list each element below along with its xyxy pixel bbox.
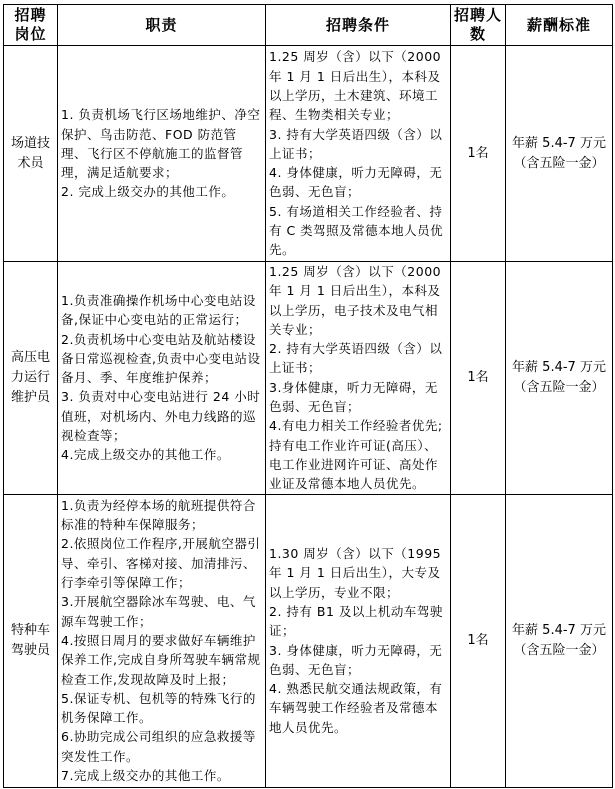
header-duties: 职责 (58, 5, 266, 46)
position-cell: 特种车驾驶员 (4, 494, 58, 787)
table-row (4, 494, 613, 787)
count-cell: 1名 (451, 46, 506, 262)
duties-cell: 1.负责为经停本场的航班提供符合标准的特种车保障服务； 2.依照岗位工作程序,开展航空器引导、牵引、客梯对接、加清排污、行李牵引等保障工作； 3.开展航空器除冰车驾驶、电、气源车驾驶工作； 4.按照日周月的要求做好车辆维护保养工作,完成自身所驾驶车辆常规检查工作,发现故障及时上报； 5.保证专机、包机等的特殊飞行的机务保障工作。 6.协助完成公司组织的应急救援等突发性工作。 7.完成上级交办的其他工作。 (58, 494, 266, 787)
position-cell: 场道技术员 (4, 46, 58, 262)
salary-cell: 年薪 5.4-7 万元（含五险一金） (506, 494, 613, 787)
header-requirements: 招聘条件 (266, 5, 451, 46)
count-cell: 1名 (451, 494, 506, 787)
header-position: 招聘岗位 (4, 5, 58, 46)
requirements-cell: 1.25 周岁（含）以下（2000年 1 月 1 日后出生），本科及以上学历，土木建筑、环境工程、生物类相关专业； 3. 持有大学英语四级（含）以上证书； 4. 身体健康，听力无障碍，无色弱、无色盲； 5. 有场道相关工作经验者、持有 C 类驾照及常德本地人员优先。 (266, 46, 451, 262)
recruitment-table (3, 4, 613, 788)
requirements-cell: 1.25 周岁（含）以下（2000年 1 月 1 日后出生），本科及以上学历，电子技术及电气相关专业； 2. 持有大学英语四级（含）以上证书； 3.身体健康，听力无障碍，无色弱、无色盲； 4.有电力相关工作经验者优先;持有电工作业许可证(高压）、电工作业进网许可证、高处作业证及常德本地人员优先。 (266, 262, 451, 495)
header-count: 招聘人数 (451, 5, 506, 46)
duties-cell: 1. 负责机场飞行区场地维护、净空保护、鸟击防范、FOD 防范管理、飞行区不停航施工的监督管理，满足适航要求； 2. 完成上级交办的其他工作。 (58, 46, 266, 262)
count-cell: 1名 (451, 262, 506, 495)
requirements-cell: 1.30 周岁（含）以下（1995年 1 月 1 日后出生），大专及以上学历，专业不限； 2. 持有 B1 及以上机动车驾驶证； 3. 身体健康，听力无障碍，无色弱、无色盲； 4. 熟悉民航交通法规政策，有车辆驾驶工作经验者及常德本地人员优先。 (266, 494, 451, 787)
salary-cell: 年薪 5.4-7 万元（含五险一金） (506, 46, 613, 262)
duties-cell: 1.负责准确操作机场中心变电站设备,保证中心变电站的正常运行； 2.负责机场中心变电站及航站楼设备日常巡视检查,负责中心变电站设备月、季、年度维护保养； 3. 负责对中心变电站进行 24 小时值班，对机场内、外电力线路的巡视检查等； 4.完成上级交办的其他工作。 (58, 262, 266, 495)
table-row (4, 262, 613, 495)
header-salary: 薪酬标准 (506, 5, 613, 46)
salary-cell: 年薪 5.4-7 万元（含五险一金） (506, 262, 613, 495)
table-row (4, 46, 613, 262)
header-row (4, 5, 613, 46)
position-cell: 高压电力运行维护员 (4, 262, 58, 495)
